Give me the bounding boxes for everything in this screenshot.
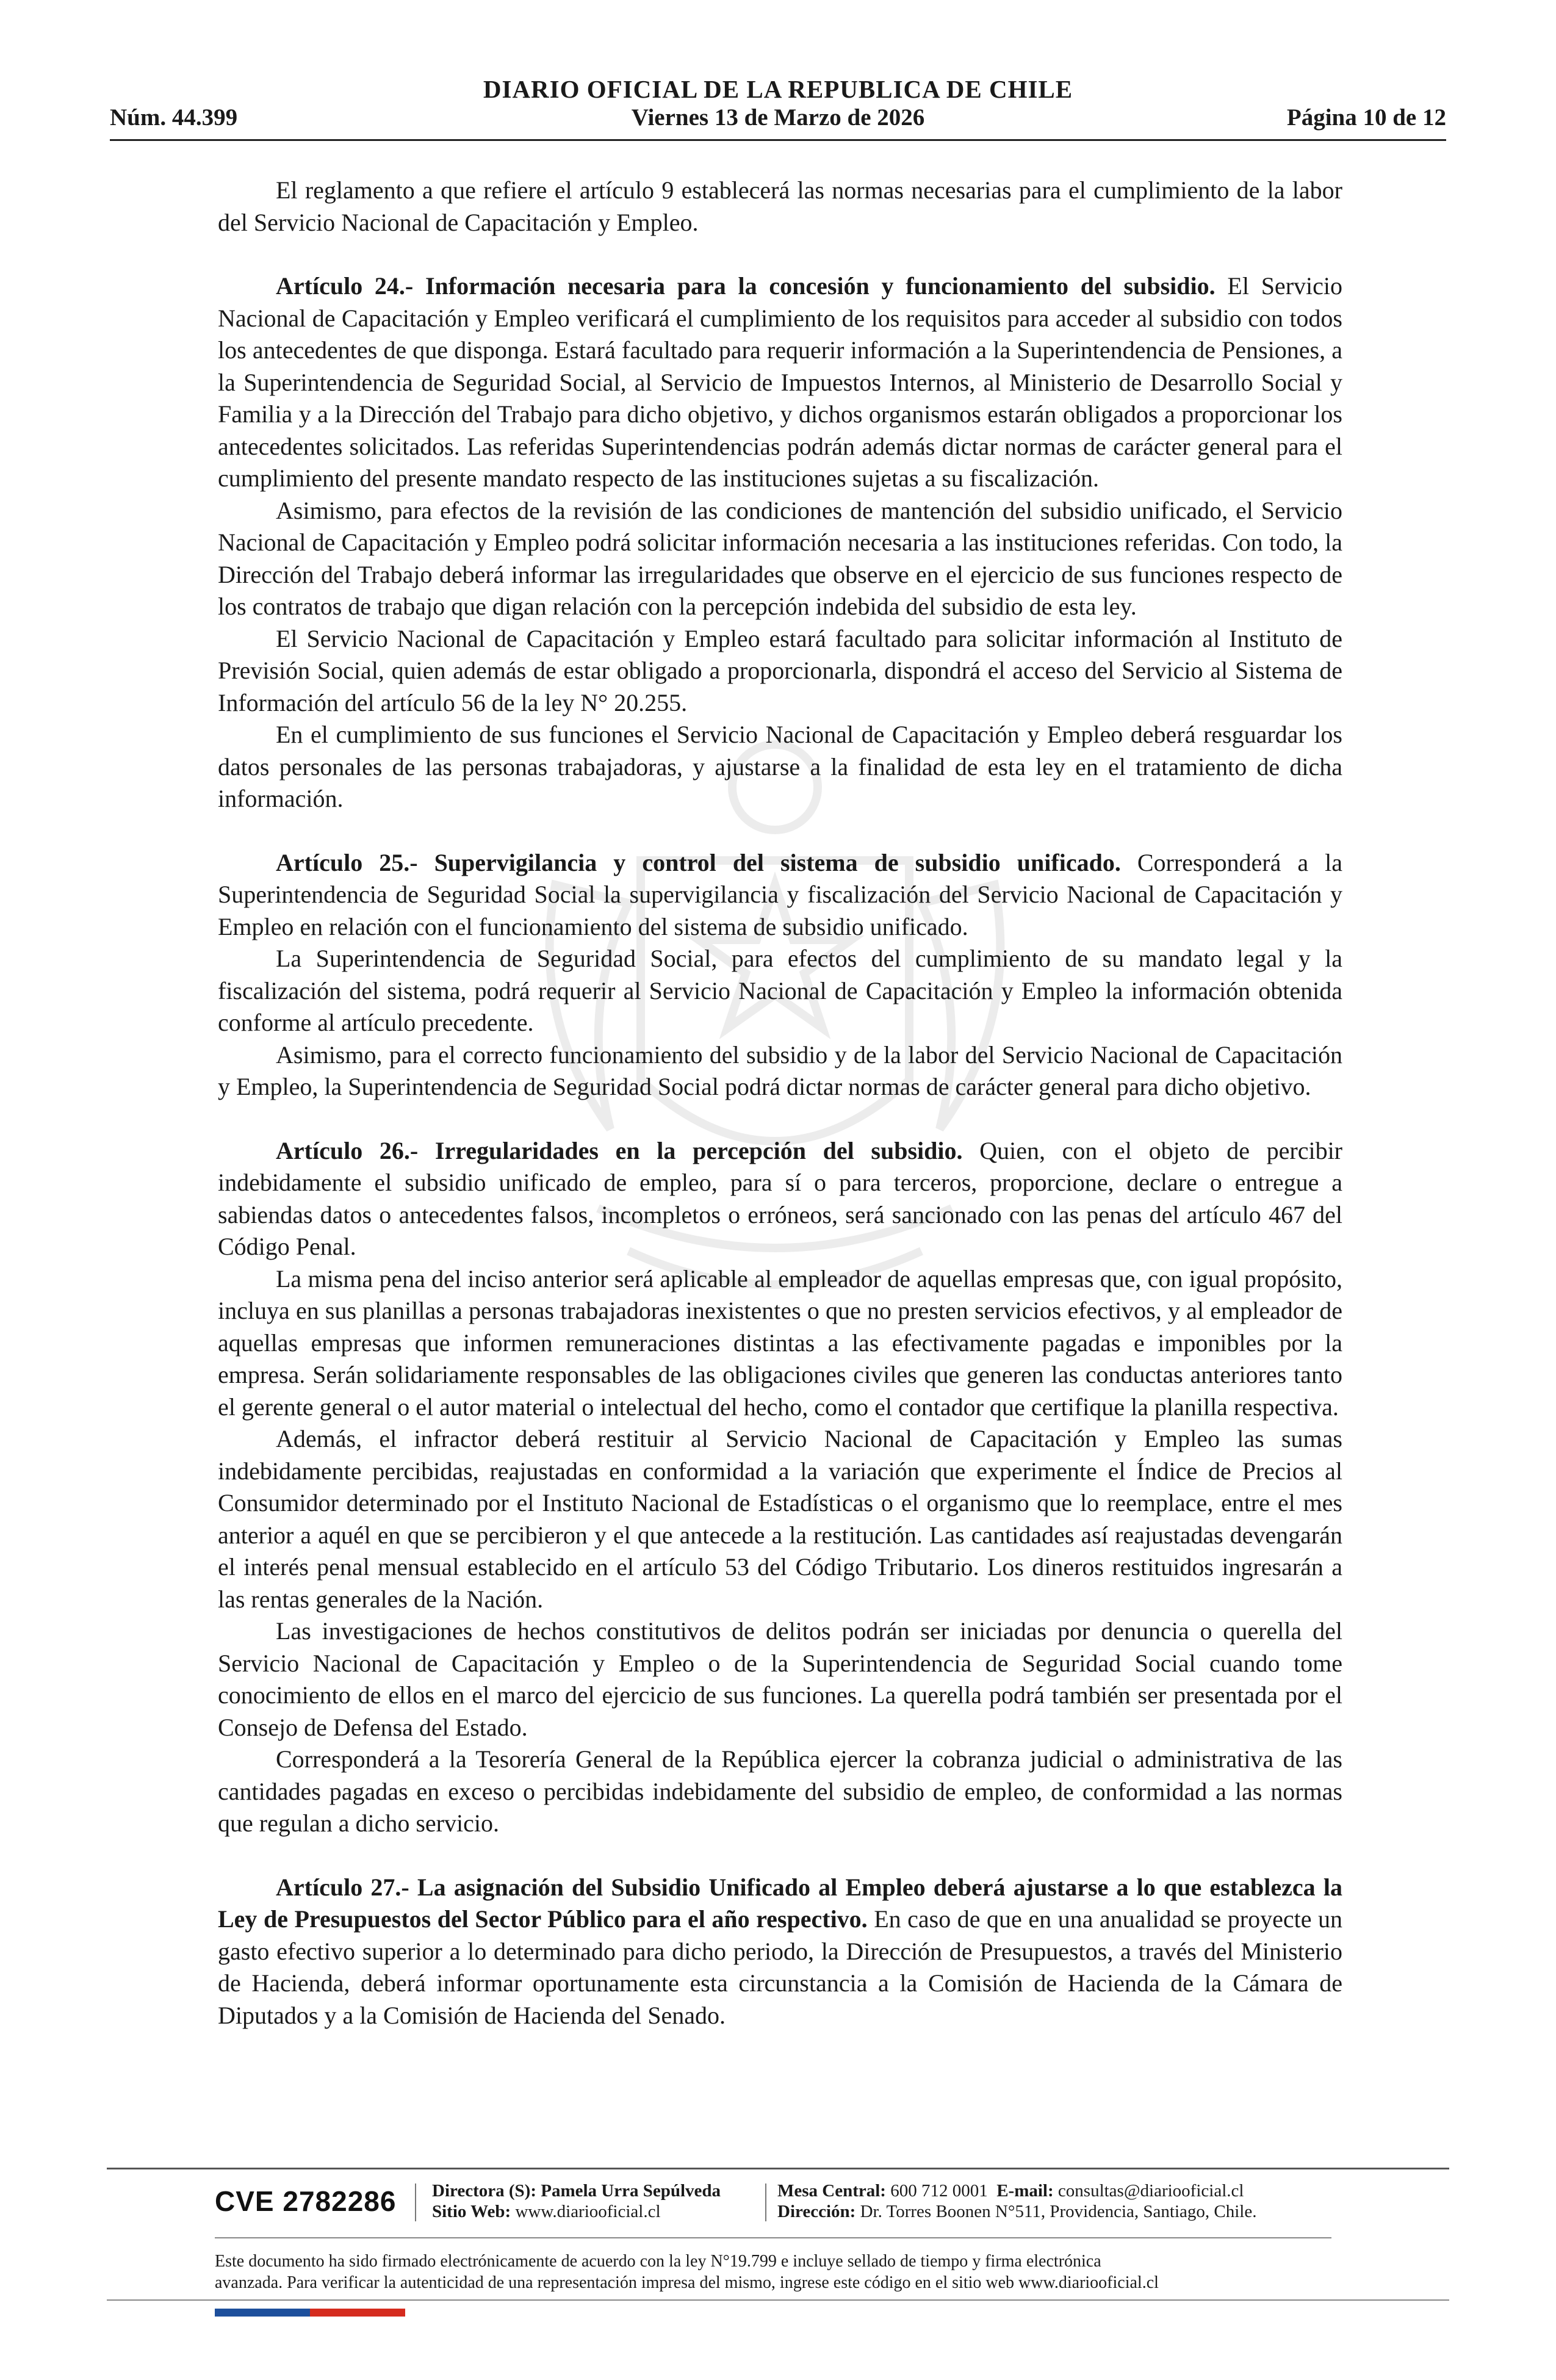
paragraph: Además, el infractor deberá restituir al Servicio Nacional de Capacitación y Empleo las sumas indebidamente percibidas, reajustadas en conformidad a la variación que experimente el Índice de Precios al Consumidor determinado por el Instituto Nacional de Estadísticas o el organismo que lo reemplace, entre el mes anterior a aquél en que se percibieron y el que antecede a la restitución. Las cantidades así reajustadas devengarán el interés penal mensual establecido en el artículo 53 del Código Tributario. Los dineros restituidos ingresarán a las rentas generales de la Nación.	[218, 1425, 1342, 1613]
flag-blue-segment	[215, 2309, 310, 2317]
article-heading: Artículo 26.- Irregularidades en la percepción del subsidio.	[276, 1136, 963, 1164]
email-label: E-mail:	[996, 2181, 1054, 2201]
publication-date: Viernes 13 de Marzo de 2026	[631, 104, 925, 131]
article-heading: Artículo 25.- Supervigilancia y control del sistema de subsidio unificado.	[276, 848, 1121, 876]
mesa-line	[777, 2180, 1256, 2201]
sitio-label: Sitio Web:	[432, 2202, 511, 2221]
direccion-label: Dirección:	[777, 2202, 856, 2221]
paragraph: En el cumplimiento de sus funciones el Servicio Nacional de Capacitación y Empleo deberá resguardar los datos personales de las personas trabajadoras, y ajustarse a la finalidad de esta ley en el tratamiento de dicha información.	[218, 721, 1342, 812]
phone-number: 600 712 0001	[890, 2181, 988, 2201]
footer-separator	[415, 2183, 416, 2221]
paragraph: Corresponderá a la Tesorería General de la República ejercer la cobranza judicial o administrativa de las cantidades pagadas en exceso o percibidas indebidamente del subsidio de empleo, de conformidad a las normas que regulan a dicho servicio.	[218, 1745, 1342, 1837]
paragraph: La Superintendencia de Seguridad Social, para efectos del cumplimiento de su mandato legal y la fiscalización del sistema, podrá requerir al Servicio Nacional de Capacitación y Empleo la información obtenida conforme al artículo precedente.	[218, 945, 1342, 1036]
article-24	[218, 270, 1342, 495]
mesa-label: Mesa Central:	[777, 2181, 886, 2201]
directora-label: Directora (S):	[432, 2181, 536, 2201]
notice-line: avanzada. Para verificar la autenticidad de una representación impresa del mismo, ingrese este código en el sitio web www.diariooficial.cl	[215, 2273, 1159, 2292]
article-25	[218, 847, 1342, 943]
footer-divider-top	[107, 2168, 1449, 2169]
paragraph: Las investigaciones de hechos constitutivos de delitos podrán ser iniciadas por denuncia o querella del Servicio Nacional de Capacitación y Empleo o de la Superintendencia de Seguridad Social cuando tome conocimiento de ellos en el marco del ejercicio de sus funciones. La querella podrá también ser presentada por el Consejo de Defensa del Estado.	[218, 1617, 1342, 1741]
footer-separator	[765, 2183, 766, 2221]
paragraph: Asimismo, para el correcto funcionamiento del subsidio y de la labor del Servicio Nacional de Capacitación y Empleo, la Superintendencia de Seguridad Social podrá dictar normas de carácter general para dicho objetivo.	[218, 1040, 1342, 1100]
directora-name: Pamela Urra Sepúlveda	[541, 2181, 721, 2201]
header-divider	[110, 139, 1446, 141]
article-26	[218, 1135, 1342, 1263]
flag-red-segment	[310, 2309, 405, 2317]
direccion-line	[777, 2201, 1256, 2222]
article-27	[218, 1872, 1342, 2032]
footer-divider-bottom	[107, 2299, 1449, 2301]
address: Dr. Torres Boonen N°511, Providencia, Santiago, Chile.	[860, 2202, 1257, 2221]
signature-notice	[215, 2251, 1350, 2293]
document-body	[218, 175, 1342, 2032]
flag-color-bar	[215, 2309, 405, 2317]
footer-contact-left	[432, 2180, 721, 2222]
header-row	[110, 104, 1446, 134]
footer-contact-right	[777, 2180, 1256, 2222]
paragraph: La misma pena del inciso anterior será aplicable al empleador de aquellas empresas que, con igual propósito, incluya en sus planillas a personas trabajadoras inexistentes o que no presten servicios efectivos, y al empleador de aquellas empresas que informen remuneraciones distintas a las efectivamente pagadas e imponibles por la empresa. Serán solidariamente responsables de las obligaciones civiles que generen las conductas anteriores tanto el gerente general o el autor material o intelectual del hecho, como el contador que certifique la planilla respectiva.	[218, 1264, 1342, 1421]
article-text: Corresponderá a la Superintendencia de Seguridad Social la supervigilancia y fiscalización del Servicio Nacional de Capacitación y Empleo en relación con el funcionamiento del sistema de subsidio unificado.	[218, 848, 1343, 940]
email-link[interactable]: consultas@diariooficial.cl	[1057, 2181, 1244, 2201]
paragraph: El Servicio Nacional de Capacitación y Empleo estará facultado para solicitar información al Instituto de Previsión Social, quien además de estar obligado a proporcionarla, dispondrá el acceso del Servicio al Sistema de Información del artículo 56 de la ley N° 20.255.	[218, 624, 1342, 716]
issue-number: Núm. 44.399	[110, 104, 238, 131]
directora-line	[432, 2180, 721, 2201]
notice-line: Este documento ha sido firmado electrónicamente de acuerdo con la ley N°19.799 e incluye sellado de tiempo y firma electrónica	[215, 2252, 1101, 2271]
article-heading: Artículo 24.- Información necesaria para la concesión y funcionamiento del subsidio.	[276, 272, 1216, 300]
page-number: Página 10 de 12	[1286, 104, 1446, 131]
publication-title: DIARIO OFICIAL DE LA REPUBLICA DE CHILE	[483, 75, 1073, 103]
footer-divider-mid	[215, 2237, 1331, 2238]
article-text: El Servicio Nacional de Capacitación y Empleo verificará el cumplimiento de los requisitos para acceder al subsidio con todos los antecedentes de que disponga. Estará facultado para requerir información a la Superintendencia de Pensiones, a la Superintendencia de Seguridad Social, al Servicio de Impuestos Internos, al Ministerio de Desarrollo Social y Familia y a la Dirección del Trabajo para dicho objetivo, y dichos organismos estarán obligados a proporcionar los antecedentes solicitados. Las referidas Superintendencias podrán además dictar normas de carácter general para el cumplimiento del presente mandato respecto de las instituciones sujetas a su fiscalización.	[218, 272, 1342, 492]
website-link[interactable]: www.diariooficial.cl	[515, 2202, 661, 2221]
article-text: En caso de que en una anualidad se proyecte un gasto efectivo superior a lo determinado para dicho periodo, la Dirección de Presupuestos, a través del Ministerio de Hacienda, deberá informar oportunamente esta circunstancia a la Comisión de Hacienda de la Cámara de Diputados y a la Comisión de Hacienda del Senado.	[218, 1905, 1342, 2029]
sitio-line	[432, 2201, 721, 2222]
paragraph: El reglamento a que refiere el artículo 9 establecerá las normas necesarias para el cumplimiento de la labor del Servicio Nacional de Capacitación y Empleo.	[218, 176, 1342, 236]
cve-code: CVE 2782286	[215, 2185, 397, 2217]
article-heading: Artículo 27.- La asignación del Subsidio Unificado al Empleo deberá ajustarse a lo que establezca la Ley de Presupuestos del Sector Público para el año respectivo.	[218, 1873, 1342, 1933]
paragraph: Asimismo, para efectos de la revisión de las condiciones de mantención del subsidio unificado, el Servicio Nacional de Capacitación y Empleo podrá solicitar información necesaria a las instituciones referidas. Con todo, la Dirección del Trabajo deberá informar las irregularidades que observe en el ejercicio de sus funciones respecto de los contratos de trabajo que digan relación con la percepción indebida del subsidio de esta ley.	[218, 496, 1342, 620]
article-text: Quien, con el objeto de percibir indebidamente el subsidio unificado de empleo, para sí o para terceros, proporcione, declare o entregue a sabiendas datos o antecedentes falsos, incompletos o erróneos, será sancionado con las penas del artículo 467 del Código Penal.	[218, 1136, 1343, 1260]
